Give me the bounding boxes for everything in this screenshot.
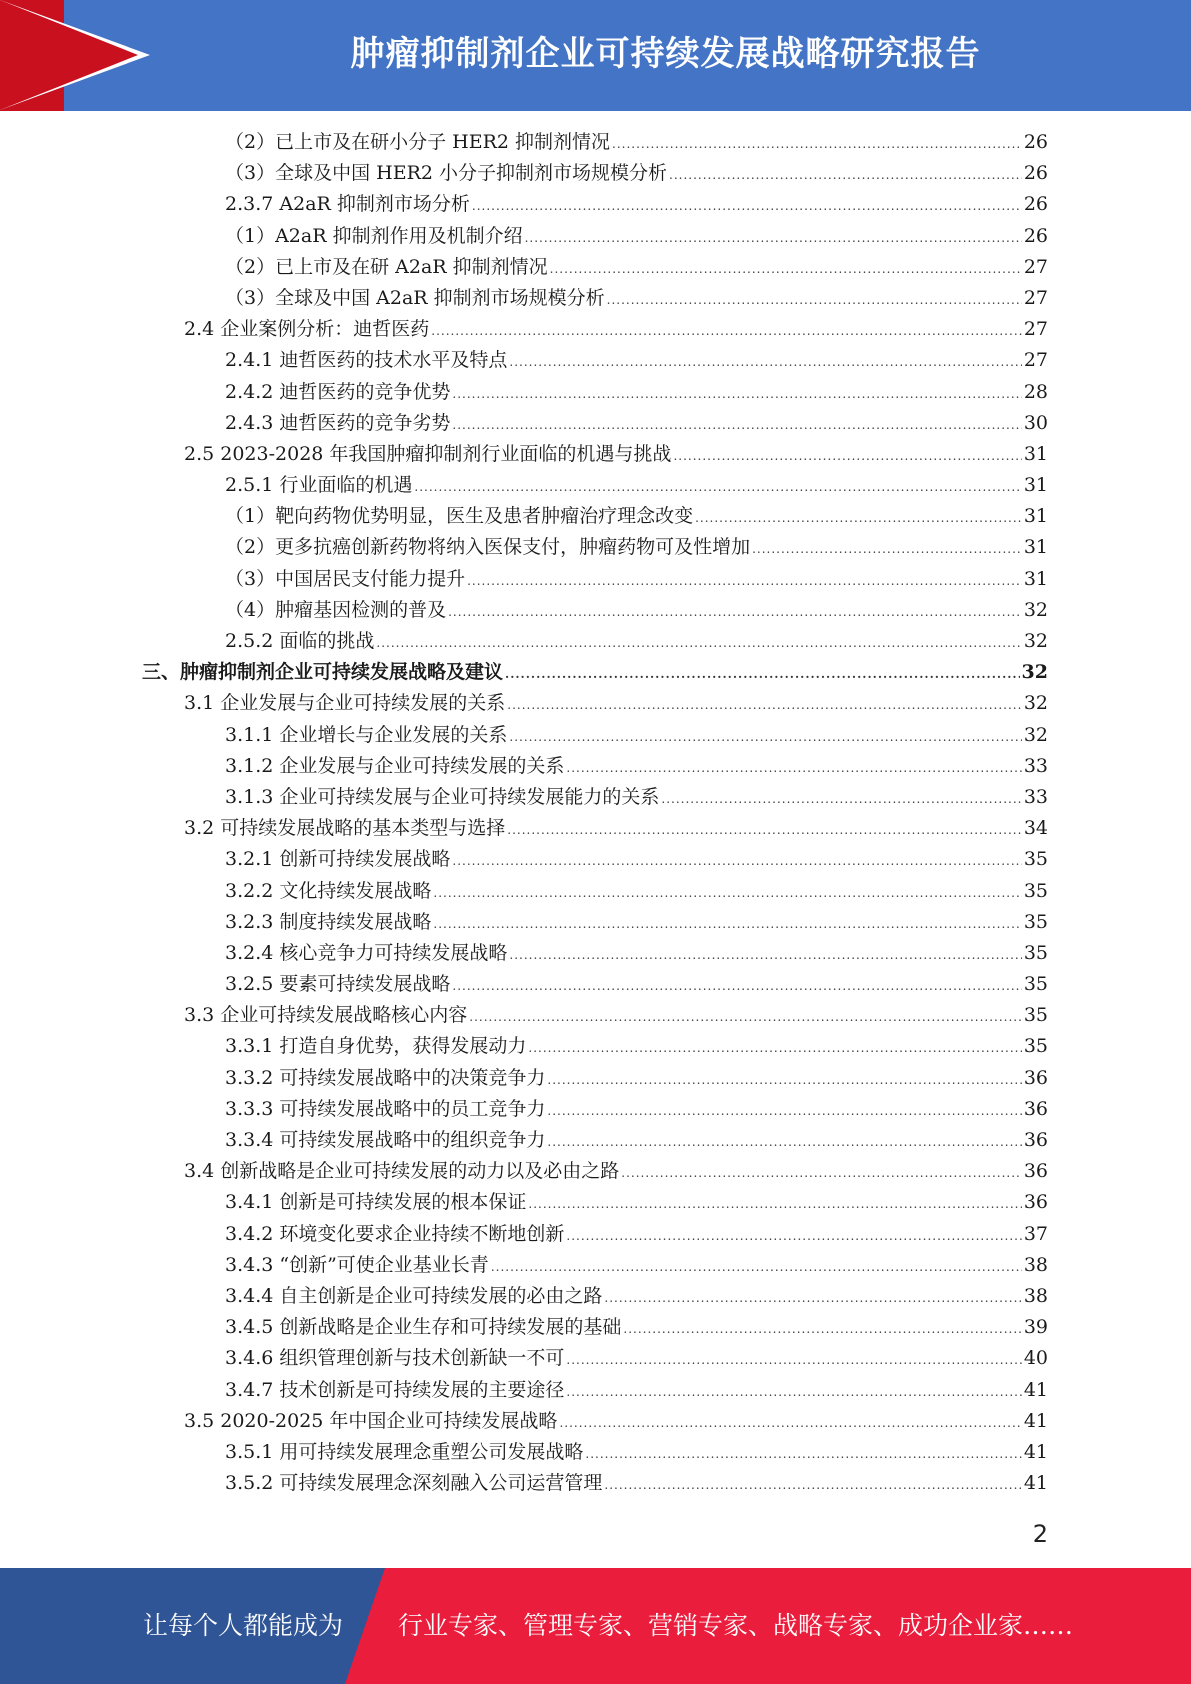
toc-entry-page: 32 (1021, 661, 1048, 684)
toc-entry-page: 31 (1023, 442, 1048, 465)
toc-entry-page: 40 (1023, 1347, 1048, 1370)
toc-entry-page: 41 (1023, 1440, 1048, 1463)
toc-entry-page: 26 (1023, 162, 1048, 185)
toc-entry-page: 38 (1023, 1253, 1048, 1276)
toc-entry[interactable] (0, 564, 1191, 595)
toc-entry-title: 3.3.1 打造自身优势，获得发展动力 (225, 1035, 527, 1058)
toc-entry[interactable] (0, 408, 1191, 439)
toc-leader-dots (452, 379, 1021, 410)
toc-entry-title: 2.5.1 行业面临的机遇 (225, 474, 413, 497)
toc-entry-title: 3.2.1 创新可持续发展战略 (225, 848, 451, 871)
toc-entry[interactable] (0, 969, 1191, 1000)
toc-entry[interactable] (0, 1125, 1191, 1156)
page-number: 2 (1032, 1520, 1048, 1548)
toc-entry[interactable] (0, 1187, 1191, 1218)
toc-entry-page: 36 (1023, 1129, 1048, 1151)
toc-entry-page: 41 (1023, 1378, 1048, 1401)
toc-entry-page: 26 (1023, 224, 1048, 247)
toc-entry-title: 3.3.4 可持续发展战略中的组织竞争力 (225, 1129, 546, 1151)
toc-entry-page: 26 (1023, 131, 1048, 153)
toc-entry-title: 3.4.3 “创新”可使企业基业长青 (225, 1253, 489, 1276)
toc-entry[interactable] (0, 938, 1191, 969)
toc-leader-dots (695, 503, 1022, 534)
toc-entry-page: 41 (1023, 1472, 1048, 1495)
toc-leader-dots (623, 1314, 1021, 1345)
toc-entry-page: 27 (1023, 318, 1048, 341)
toc-entry-page: 35 (1023, 879, 1048, 902)
toc-entry-page: 35 (1023, 1004, 1048, 1027)
toc-leader-dots (559, 1408, 1021, 1439)
toc-entry[interactable] (0, 501, 1191, 532)
toc-entry-title: 2.5.2 面临的挑战 (225, 630, 375, 652)
toc-leader-dots (566, 1221, 1021, 1252)
toc-entry-page: 34 (1023, 817, 1048, 840)
toc-entry-title: 3.4.5 创新战略是企业生存和可持续发展的基础 (225, 1316, 622, 1339)
toc-entry-title: （2）更多抗癌创新药物将纳入医保支付，肿瘤药物可及性增加 (225, 536, 751, 559)
toc-entry-page: 27 (1023, 286, 1048, 309)
toc-entry-title: （1）A2aR 抑制剂作用及机制介绍 (225, 224, 523, 247)
toc-entry-title: 3.4.6 组织管理创新与技术创新缺一不可 (225, 1347, 565, 1370)
toc-entry[interactable] (0, 813, 1191, 844)
toc-entry[interactable] (0, 626, 1191, 657)
footer-slogan-left: 让每个人都能成为 (143, 1611, 344, 1640)
toc-entry-page: 31 (1023, 567, 1048, 590)
toc-entry-page: 27 (1023, 349, 1048, 372)
toc-leader-dots (452, 410, 1021, 441)
toc-entry-title: 3.1.1 企业增长与企业发展的关系 (225, 723, 508, 746)
toc-entry[interactable] (0, 1250, 1191, 1281)
toc-entry-title: 3.1.3 企业可持续发展与企业可持续发展能力的关系 (225, 785, 660, 808)
toc-entry[interactable] (0, 1000, 1191, 1031)
toc-leader-dots (528, 1033, 1021, 1064)
toc-entry[interactable] (0, 1031, 1191, 1062)
toc-leader-dots (509, 940, 1021, 971)
toc-entry[interactable] (0, 907, 1191, 938)
toc-leader-dots (607, 285, 1022, 316)
toc-leader-dots (491, 1252, 1022, 1283)
toc-entry[interactable] (0, 1437, 1191, 1468)
toc-entry-page: 36 (1023, 1066, 1048, 1089)
toc-entry-title: 三、肿瘤抑制剂企业可持续发展战略及建议 (142, 661, 504, 684)
toc-entry-title: 3.4.7 技术创新是可持续发展的主要途径 (225, 1378, 565, 1401)
toc-entry[interactable] (0, 252, 1191, 283)
toc-entry[interactable] (0, 127, 1191, 158)
toc-entry[interactable] (0, 1281, 1191, 1312)
toc-entry-page: 30 (1023, 411, 1048, 434)
toc-entry-title: 2.3.7 A2aR 抑制剂市场分析 (225, 193, 470, 216)
toc-entry-page: 35 (1023, 848, 1048, 871)
toc-entry-page: 39 (1023, 1316, 1048, 1339)
toc-entry-title: 3.5.1 用可持续发展理念重塑公司发展战略 (225, 1440, 584, 1463)
toc-entry[interactable] (0, 1219, 1191, 1250)
toc-entry[interactable] (0, 720, 1191, 751)
toc-entry[interactable] (0, 657, 1191, 688)
toc-entry[interactable] (0, 595, 1191, 626)
toc-leader-dots (547, 1096, 1021, 1127)
toc-leader-dots (472, 191, 1022, 222)
toc-entry[interactable] (0, 221, 1191, 252)
toc-entry-page: 26 (1023, 193, 1048, 216)
toc-entry-title: 3.2.3 制度持续发展战略 (225, 910, 432, 933)
toc-leader-dots (547, 1127, 1021, 1158)
toc-entry-title: 3.3.3 可持续发展战略中的员工竞争力 (225, 1097, 546, 1120)
toc-entry-page: 27 (1023, 255, 1048, 278)
toc-entry[interactable] (0, 1312, 1191, 1343)
toc-entry[interactable] (0, 688, 1191, 719)
toc-entry-page: 36 (1023, 1097, 1048, 1120)
toc-leader-dots (661, 784, 1021, 815)
toc-entry-page: 41 (1023, 1409, 1048, 1432)
toc-entry-title: 3.3.2 可持续发展战略中的决策竞争力 (225, 1066, 546, 1089)
toc-leader-dots (433, 878, 1021, 909)
toc-entry[interactable] (0, 1375, 1191, 1406)
toc-entry-page: 33 (1023, 754, 1048, 777)
toc-entry-page: 28 (1023, 380, 1048, 403)
toc-entry[interactable] (0, 782, 1191, 813)
toc-entry-title: 3.4 创新战略是企业可持续发展的动力以及必由之路 (184, 1160, 620, 1183)
toc-entry[interactable] (0, 377, 1191, 408)
toc-entry-title: 3.2.4 核心竞争力可持续发展战略 (225, 941, 508, 964)
toc-leader-dots (566, 1345, 1021, 1376)
toc-entry-page: 32 (1023, 723, 1048, 746)
toc-entry[interactable] (0, 844, 1191, 875)
toc-leader-dots (585, 1439, 1021, 1470)
toc-entry-page: 32 (1023, 692, 1048, 715)
toc-leader-dots (612, 129, 1022, 160)
toc-entry-title: （4）肿瘤基因检测的普及 (225, 598, 447, 621)
toc-leader-dots (752, 534, 1022, 565)
toc-leader-dots (566, 1377, 1021, 1408)
toc-entry-page: 35 (1023, 941, 1048, 964)
toc-entry[interactable] (0, 1343, 1191, 1374)
toc-leader-dots (604, 1283, 1021, 1314)
toc-entry[interactable] (0, 283, 1191, 314)
toc-leader-dots (547, 1065, 1021, 1096)
toc-entry[interactable] (0, 1468, 1191, 1499)
toc-entry-title: 3.4.4 自主创新是企业可持续发展的必由之路 (225, 1284, 603, 1307)
toc-entry-page: 32 (1023, 598, 1048, 621)
toc-entry-page: 37 (1023, 1222, 1048, 1245)
toc-entry-page: 33 (1023, 785, 1048, 808)
toc-leader-dots (509, 722, 1021, 753)
toc-entry-page: 36 (1023, 1160, 1048, 1183)
toc-leader-dots (673, 441, 1021, 472)
toc-leader-dots (505, 659, 1020, 690)
toc-leader-dots (467, 566, 1022, 597)
toc-leader-dots (376, 628, 1021, 659)
toc-entry-title: 3.4.2 环境变化要求企业持续不断地创新 (225, 1222, 565, 1245)
toc-entry[interactable] (0, 751, 1191, 782)
toc-entry-title: 2.4.3 迪哲医药的竞争劣势 (225, 411, 451, 434)
toc-entry-title: 3.5 2020-2025 年中国企业可持续发展战略 (184, 1409, 558, 1432)
toc-leader-dots (604, 1470, 1021, 1501)
toc-entry-page: 32 (1023, 630, 1048, 652)
toc-leader-dots (414, 472, 1021, 503)
toc-entry-title: 3.5.2 可持续发展理念深刻融入公司运营管理 (225, 1472, 603, 1495)
toc-leader-dots (452, 846, 1021, 877)
page-footer (0, 1568, 1191, 1684)
toc-entry-title: 3.3 企业可持续发展战略核心内容 (184, 1004, 468, 1027)
toc-leader-dots (621, 1158, 1022, 1189)
toc-entry-page: 31 (1023, 474, 1048, 497)
toc-entry-title: 3.2.2 文化持续发展战略 (225, 879, 432, 902)
toc-entry[interactable] (0, 189, 1191, 220)
toc-entry-page: 31 (1023, 505, 1048, 528)
toc-entry-title: （3）中国居民支付能力提升 (225, 567, 466, 590)
toc-leader-dots (452, 971, 1021, 1002)
toc-entry-title: （2）已上市及在研 A2aR 抑制剂情况 (225, 255, 548, 278)
footer-slogan-right: 行业专家、管理专家、营销专家、战略专家、成功企业家…… (398, 1611, 1074, 1640)
toc-entry-title: 3.2.5 要素可持续发展战略 (225, 973, 451, 996)
toc-entry-title: 2.4.2 迪哲医药的竞争优势 (225, 380, 451, 403)
toc-entry-title: （2）已上市及在研小分子 HER2 抑制剂情况 (225, 131, 611, 153)
toc-leader-dots (433, 909, 1021, 940)
toc-leader-dots (507, 815, 1022, 846)
toc-leader-dots (509, 347, 1021, 378)
table-of-contents (0, 127, 1191, 1499)
toc-leader-dots (669, 160, 1022, 191)
toc-entry[interactable] (0, 532, 1191, 563)
toc-entry-title: 3.2 可持续发展战略的基本类型与选择 (184, 817, 506, 840)
toc-entry-page: 35 (1023, 1035, 1048, 1058)
toc-leader-dots (525, 223, 1022, 254)
toc-entry[interactable] (0, 1406, 1191, 1437)
toc-entry[interactable] (0, 470, 1191, 501)
toc-entry-title: 3.4.1 创新是可持续发展的根本保证 (225, 1191, 527, 1214)
toc-entry-page: 31 (1023, 536, 1048, 559)
toc-entry-title: 2.5 2023-2028 年我国肿瘤抑制剂行业面临的机遇与挑战 (184, 442, 672, 465)
toc-entry-title: 3.1 企业发展与企业可持续发展的关系 (184, 692, 506, 715)
toc-leader-dots (550, 254, 1022, 285)
toc-entry[interactable] (0, 345, 1191, 376)
toc-entry[interactable] (0, 439, 1191, 470)
page-header (0, 0, 1191, 111)
toc-entry-page: 35 (1023, 910, 1048, 933)
toc-entry[interactable] (0, 1094, 1191, 1125)
toc-entry[interactable] (0, 876, 1191, 907)
report-title: 肿瘤抑制剂企业可持续发展战略研究报告 (350, 34, 981, 74)
toc-entry-page: 35 (1023, 973, 1048, 996)
toc-entry-page: 36 (1023, 1191, 1048, 1214)
toc-leader-dots (448, 597, 1022, 628)
toc-leader-dots (431, 316, 1022, 347)
toc-entry[interactable] (0, 158, 1191, 189)
toc-entry-title: （1）靶向药物优势明显，医生及患者肿瘤治疗理念改变 (225, 505, 694, 528)
toc-leader-dots (566, 753, 1021, 784)
toc-entry-title: （3）全球及中国 A2aR 抑制剂市场规模分析 (225, 286, 605, 309)
toc-entry-title: 2.4 企业案例分析：迪哲医药 (184, 318, 430, 341)
toc-leader-dots (469, 1002, 1022, 1033)
toc-entry-title: 2.4.1 迪哲医药的技术水平及特点 (225, 349, 508, 372)
toc-entry[interactable] (0, 1063, 1191, 1094)
toc-entry-title: （3）全球及中国 HER2 小分子抑制剂市场规模分析 (225, 162, 668, 185)
toc-entry-page: 38 (1023, 1284, 1048, 1307)
toc-entry-title: 3.1.2 企业发展与企业可持续发展的关系 (225, 754, 565, 777)
toc-leader-dots (507, 690, 1022, 721)
toc-entry[interactable] (0, 1156, 1191, 1187)
toc-leader-dots (528, 1189, 1021, 1220)
toc-entry[interactable] (0, 314, 1191, 345)
